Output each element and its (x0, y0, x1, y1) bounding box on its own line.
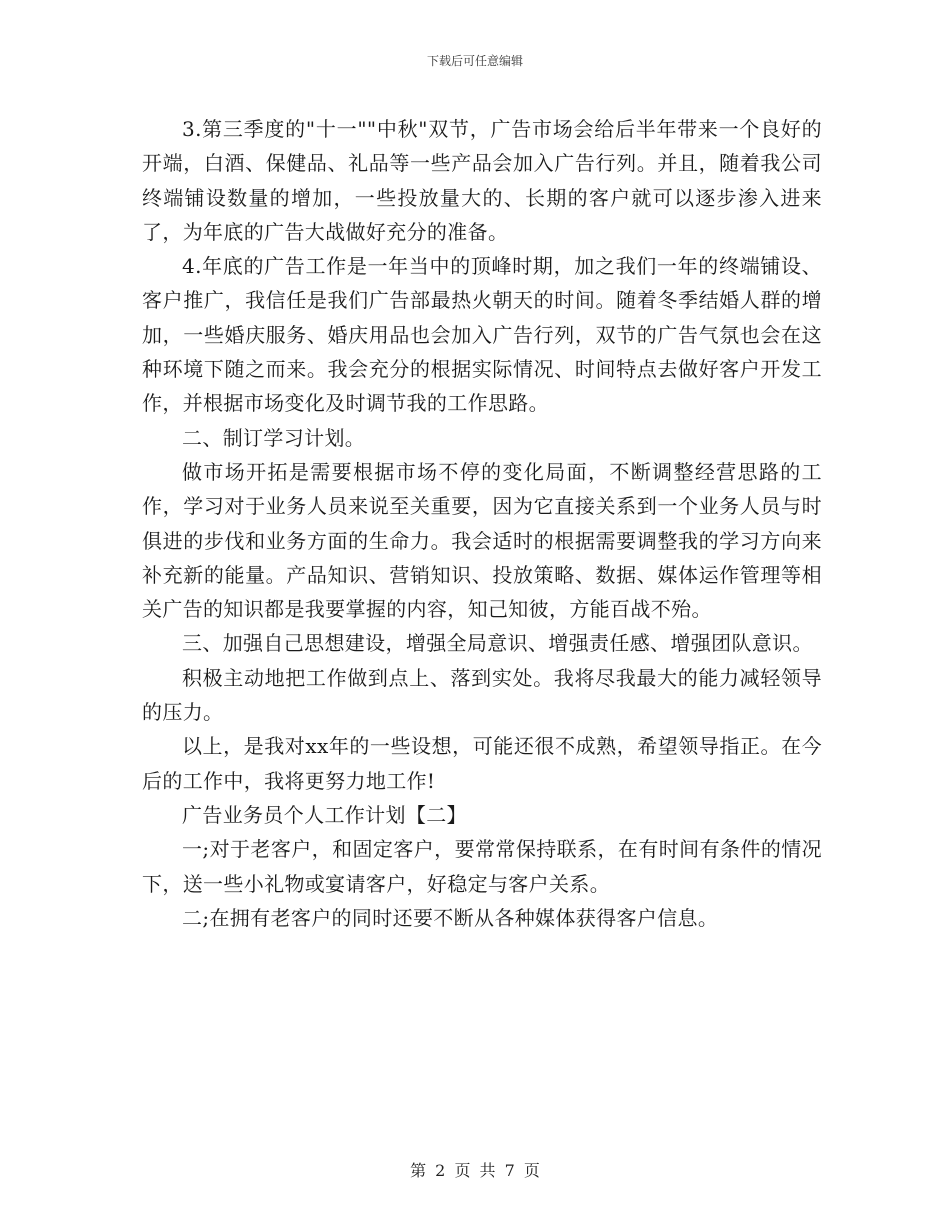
page-number: 第 2 页 共 7 页 (410, 1161, 540, 1180)
paragraph-year-end: 4.年底的广告工作是一年当中的顶峰时期，加之我们一年的终端铺设、客户推广，我信任是我们广告部最热火朝天的时间。随着冬季结婚人群的增加，一些婚庆服务、婚庆用品也会加入广告行列，双节的广告气氛也会在这种环境下随之而来。我会充分的根据实际情况、时间特点去做好客户开发工作，并根据市场变化及时调节我的工作思路。 (142, 254, 822, 416)
page-header: 下载后可任意编辑 (426, 54, 523, 68)
heading-ideology: 三、加强自己思想建设，增强全局意识、增强责任感、增强团队意识。 (182, 631, 813, 656)
paragraph-new-clients: 二;在拥有老客户的同时还要不断从各种媒体获得客户信息。 (182, 905, 719, 930)
paragraph-initiative: 积极主动地把工作做到点上、落到实处。我将尽我最大的能力减轻领导的压力。 (142, 665, 822, 725)
paragraph-conclusion: 以上，是我对xx年的一些设想，可能还很不成熟，希望领导指正。在今后的工作中，我将更努力地工作! (142, 734, 822, 793)
heading-study-plan: 二、制订学习计划。 (182, 425, 366, 450)
document-body (142, 112, 822, 935)
paragraph-q3: 3.第三季度的"十一""中秋"双节，广告市场会给后半年带来一个良好的开端，白酒、保健品、礼品等一些产品会加入广告行列。并且，随着我公司终端铺设数量的增加，一些投放量大的、长期的客户就可以逐步渗入进来了，为年底的广告大战做好充分的准备。 (142, 117, 822, 244)
paragraph-old-clients: 一;对于老客户，和固定客户，要常常保持联系，在有时间有条件的情况下，送一些小礼物或宴请客户，好稳定与客户关系。 (142, 837, 822, 896)
paragraph-study: 做市场开拓是需要根据市场不停的变化局面，不断调整经营思路的工作，学习对于业务人员来说至关重要，因为它直接关系到一个业务人员与时俱进的步伐和业务方面的生命力。我会适时的根据需要调整我的学习方向来补充新的能量。产品知识、营销知识、投放策略、数据、媒体运作管理等相关广告的知识都是我要掌握的内容，知己知彼，方能百战不殆。 (142, 459, 822, 622)
heading-plan-two: 广告业务员个人工作计划【二】 (182, 802, 467, 827)
